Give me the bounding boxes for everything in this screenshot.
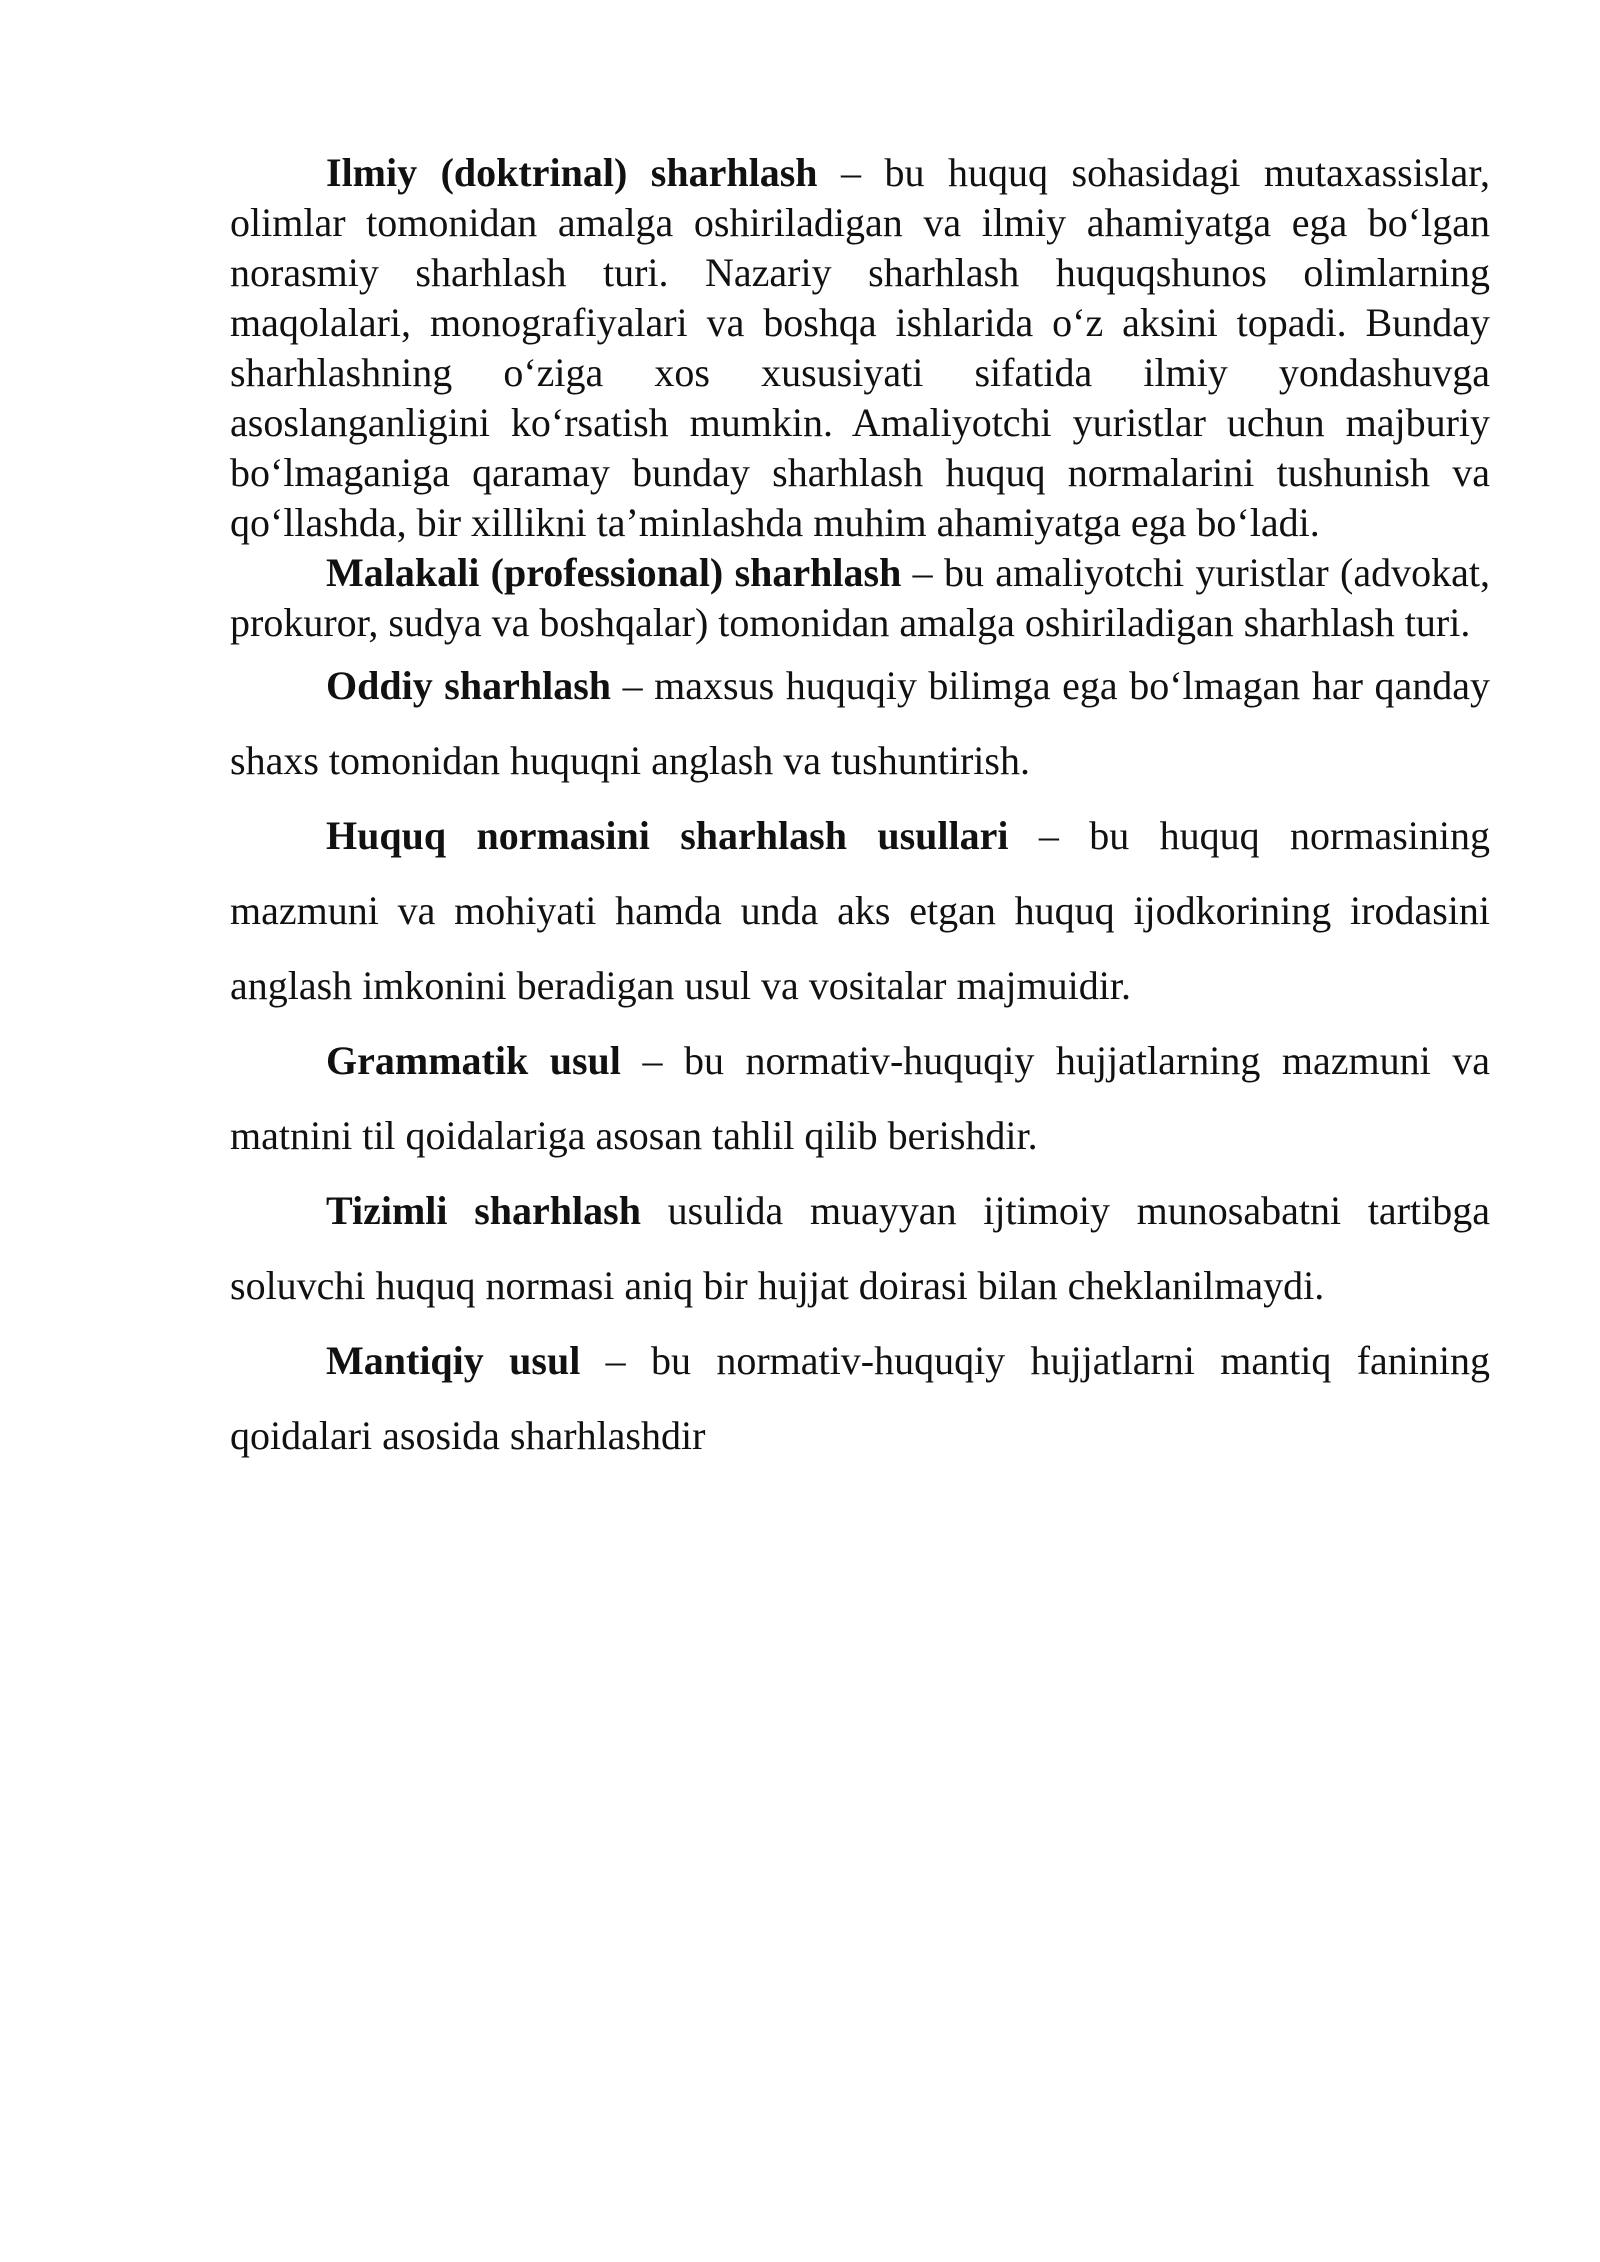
paragraph-text: – bu normativ-huquqiy hujjatlarni mantiq fanining qoidalari asosida sharhlashdir	[230, 1338, 1490, 1458]
paragraph-text: – maxsus huquqiy bilimga ega bo‘lmagan har qanday shaxs tomonidan huquqni anglash va tushuntirish.	[230, 663, 1490, 783]
term-heading: Huquq normasini sharhlash usullari	[326, 813, 1009, 858]
paragraph-text: usulida muayyan ijtimoiy munosabatni tartibga soluvchi huquq normasi aniq bir hujjat doirasi bilan cheklanilmaydi.	[230, 1188, 1490, 1308]
paragraph-text: – bu huquq sohasidagi mutaxassislar, olimlar tomonidan amalga oshiriladigan va ilmiy ahamiyatga ega bo‘lgan norasmiy sharhlash turi. Nazariy sharhlash huquqshunos olimlarning maqolalari, monografiyalari va boshqa ishlarida o‘z aksini topadi. Bunday sharhlashning o‘ziga xos xususiyati sifatida ilmiy yondashuvga asoslanganligini ko‘rsatish mumkin. Amaliyotchi yuristlar uchun majburiy bo‘lmaganiga qaramay bunday sharhlash huquq normalarini tushunish va qo‘llashda, bir xillikni ta’minlashda muhim ahamiyatga ega bo‘ladi.	[230, 150, 1491, 545]
term-heading: Tizimli sharhlash	[326, 1188, 641, 1233]
term-heading: Mantiqiy usul	[326, 1338, 581, 1383]
paragraph-text: – bu huquq normasining mazmuni va mohiyati hamda unda aks etgan huquq ijodkorining irodasini anglash imkonini beradigan usul va vositalar majmuidir.	[230, 813, 1490, 1008]
paragraph-malakali-sharhlash	[230, 548, 1490, 648]
paragraph-oddiy-sharhlash	[230, 648, 1490, 798]
term-heading: Oddiy sharhlash	[326, 663, 612, 708]
term-heading: Malakali (professional) sharhlash	[326, 550, 902, 595]
paragraph-mantiqiy-usul	[230, 1323, 1490, 1473]
paragraph-tizimli-sharhlash	[230, 1173, 1490, 1323]
term-heading: Grammatik usul	[326, 1038, 621, 1083]
paragraph-ilmiy-sharhlash	[230, 148, 1490, 548]
term-heading: Ilmiy (doktrinal) sharhlash	[326, 150, 818, 195]
paragraph-text: – bu amaliyotchi yuristlar (advokat, prokuror, sudya va boshqalar) tomonidan amalga oshiriladigan sharhlash turi.	[230, 550, 1490, 645]
document-page	[230, 148, 1490, 1473]
paragraph-sharhlash-usullari	[230, 798, 1490, 1023]
paragraph-grammatik-usul	[230, 1023, 1490, 1173]
paragraph-text: – bu normativ-huquqiy hujjatlarning mazmuni va matnini til qoidalariga asosan tahlil qilib berishdir.	[230, 1038, 1491, 1158]
